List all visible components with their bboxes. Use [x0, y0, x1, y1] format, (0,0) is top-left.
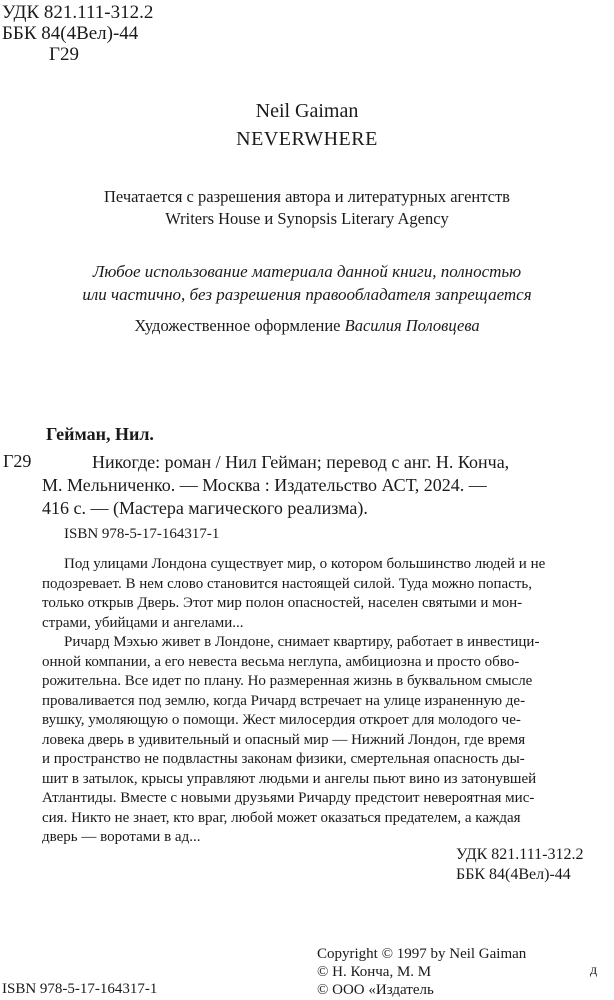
- udk-code: УДК 821.111-312.2: [2, 2, 154, 23]
- original-title: NEVERWHERE: [236, 128, 378, 150]
- footer-bbk-code: ББК 84(4Вел)-44: [456, 866, 571, 883]
- legal-line: или частично, без разрешения правообладателя запрещается: [82, 285, 532, 304]
- copyright-line: © ООО «Издатель: [317, 982, 434, 998]
- annotation-line: Атлантиды. Вместе с новыми друзьями Ричарду предстоит невероятная мис-: [42, 790, 535, 806]
- bibliographic-code: Г29: [3, 451, 32, 471]
- annotation-line: шит в затылок, крысы управляют людьми и ангелы пьют вино из затонувшей: [42, 770, 537, 787]
- design-artist: Василия Половцева: [344, 316, 480, 335]
- copyright-line-tail: д: [590, 963, 598, 978]
- design-credit: [0, 316, 614, 336]
- annotation-line: Под улицами Лондона существует мир, о котором большинство людей и не: [64, 556, 546, 572]
- bibliographic-line: М. Мельниченко. — Москва : Издательство АСТ, 2024. —: [42, 475, 487, 495]
- annotation-line: сия. Никто не знает, кто враг, любой может оказаться предателем, а каждая: [42, 809, 521, 826]
- permission-notice: [0, 186, 614, 230]
- bibliographic-heading: Гейман, Нил.: [46, 424, 154, 444]
- footer-classification-codes: [456, 845, 583, 885]
- bibliographic-description: [42, 451, 612, 520]
- annotation-line: страми, убийцами и ангелами...: [42, 614, 244, 631]
- legal-line: Любое использование материала данной книги, полностью: [92, 262, 522, 281]
- bibliographic-isbn: ISBN 978-5-17-164317-1: [64, 526, 220, 542]
- design-label: Художественное оформление: [134, 316, 345, 335]
- top-classification-codes: [2, 2, 153, 65]
- annotation-line: рожительна. Все идет по плану. Но размеренная жизнь в буквальном смысле: [42, 673, 533, 689]
- copyright-block: [317, 945, 526, 999]
- legal-notice: [0, 260, 614, 306]
- annotation-line: подозревает. В нем слово становится настоящей силой. Туда можно попасть,: [42, 575, 533, 592]
- annotation-line: Ричард Мэхью живет в Лондоне, снимает квартиру, работает в инвестици-: [64, 634, 540, 650]
- bbk-code: ББК 84(4Вел)-44: [2, 23, 139, 44]
- annotation-line: только открыв Дверь. Этот мир полон опасностей, населен святыми и мон-: [42, 595, 523, 611]
- footer-udk-code: УДК 821.111-312.2: [456, 846, 584, 863]
- copyright-line: © Н. Конча, М. М: [317, 964, 432, 980]
- annotation-line: онной компании, а его невеста весьма неглупа, амбициозна и просто обво-: [42, 653, 520, 670]
- permission-line: Печатается с разрешения автора и литературных агентств: [104, 187, 510, 206]
- bibliographic-line: 416 с. — (Мастера магического реализма).: [42, 498, 368, 518]
- annotation: [42, 555, 612, 848]
- annotation-line: вушку, умоляющую о помощи. Жест милосердия откроет для молодого че-: [42, 712, 521, 728]
- footer-isbn: ISBN 978-5-17-164317-1: [2, 981, 158, 997]
- author-sign: Г29: [49, 44, 79, 65]
- annotation-line: ловека дверь в удивительный и опасный мир — Нижний Лондон, где время: [42, 731, 526, 748]
- annotation-line: проваливается под землю, когда Ричард встречает на улице израненную де-: [42, 692, 526, 709]
- annotation-line: дверь — воротами в ад...: [42, 829, 201, 845]
- copyright-line: Copyright © 1997 by Neil Gaiman: [317, 946, 527, 962]
- permission-line: Writers House и Synopsis Literary Agency: [165, 209, 449, 228]
- bibliographic-line: Никогде: роман / Нил Гейман; перевод с анг. Н. Конча,: [92, 452, 510, 472]
- annotation-line: и пространство не подвластны законам физики, смертельная опасность ды-: [42, 751, 525, 767]
- original-author: Neil Gaiman: [255, 100, 359, 122]
